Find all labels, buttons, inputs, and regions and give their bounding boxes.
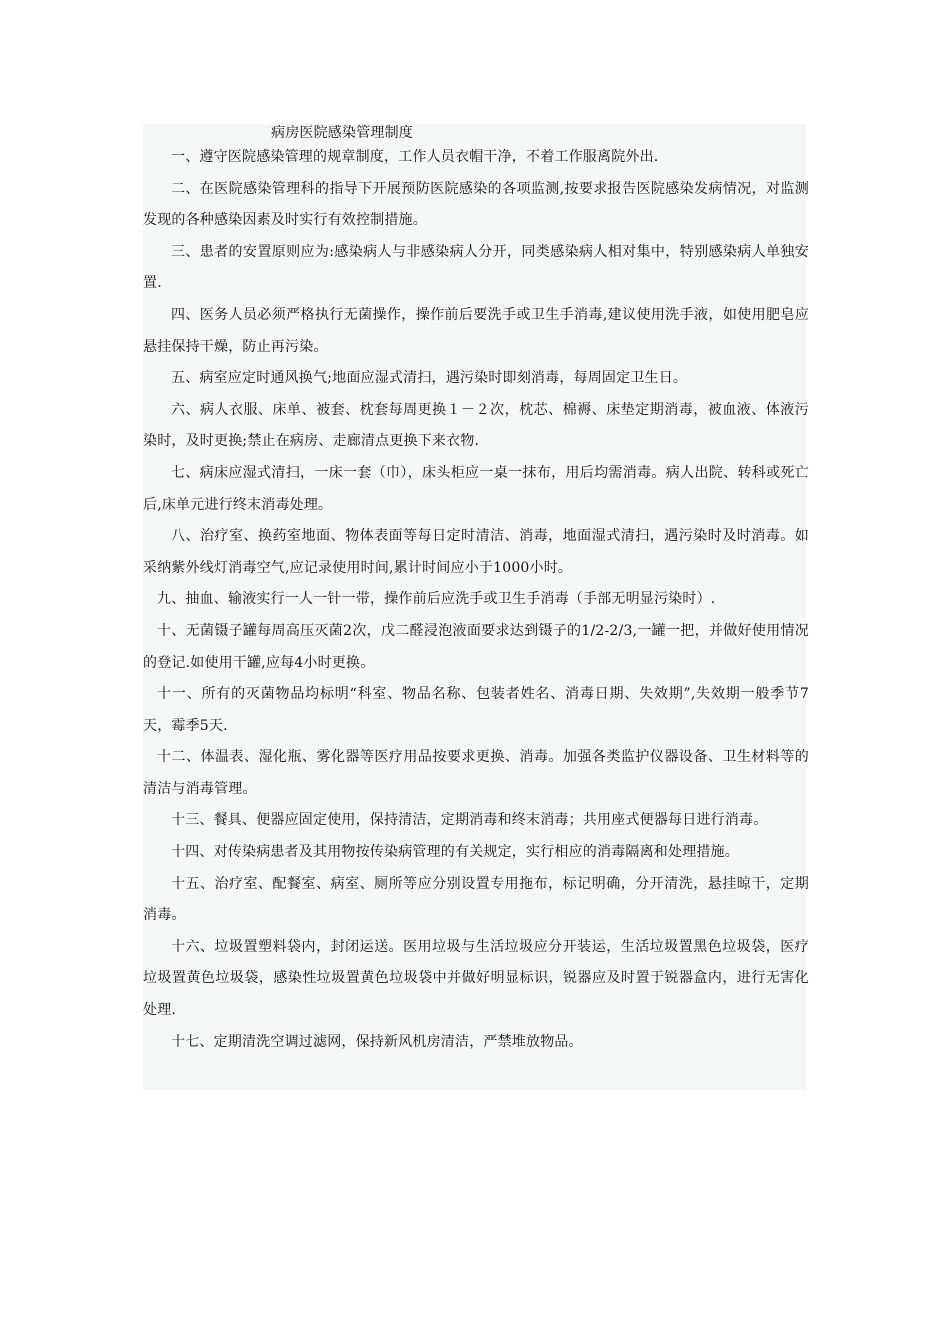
paragraph-17: 十七、定期清洗空调过滤网，保持新风机房清洁，严禁堆放物品。 — [171, 1033, 583, 1050]
paragraph-5: 五、病室应定时通风换气;地面应湿式清扫，遇污染时即刻消毒，每周固定卫生日。 — [171, 370, 688, 387]
paragraph-4: 四、医务人员必须严格执行无菌操作，操作前后要洗手或卫生手消毒,建议使用洗手液，如使用肥皂应悬挂保持干燥，防止再污染。 — [143, 306, 809, 355]
paragraph-11: 十一、所有的灭菌物品均标明“科室、物品名称、包装者姓名、消毒日期、失效期”,失效期一般季节7天，霉季5天. — [143, 686, 809, 734]
paragraph-12: 十二、体温表、湿化瓶、雾化器等医疗用品按要求更换、消毒。加强各类监护仪器设备、卫生材料等的清洁与消毒管理。 — [143, 749, 809, 797]
document-body — [143, 124, 809, 1058]
document-title: 病房医院感染管理制度 — [271, 125, 413, 141]
paragraph-16: 十六、垃圾置塑料袋内，封闭运送。医用垃圾与生活垃圾应分开装运，生活垃圾置黑色垃圾袋，医疗垃圾置黄色垃圾袋，感染性垃圾置黄色垃圾袋中并做好明显标识，锐器应及时置于锐器盒内，进行无害化处理. — [143, 938, 809, 1019]
paragraph-8: 八、治疗室、换药室地面、物体表面等每日定时清洁、消毒，地面湿式清扫，遇污染时及时消毒。如采纳紫外线灯消毒空气,应记录使用时间,累计时间应小于1000小时。 — [143, 528, 809, 576]
paragraph-9: 九、抽血、输液实行一人一针一带，操作前后应洗手或卫生手消毒（手部无明显污染时）. — [157, 591, 716, 608]
paragraph-3: 三、患者的安置原则应为:感染病人与非感染病人分开，同类感染病人相对集中，特别感染病人单独安置. — [143, 243, 809, 292]
paragraph-6: 六、病人衣服、床单、被套、枕套每周更换１－２次，枕芯、棉褥、床垫定期消毒，被血液、体液污染时，及时更换;禁止在病房、走廊清点更换下来衣物. — [143, 401, 809, 450]
paragraph-15: 十五、治疗室、配餐室、病室、厕所等应分别设置专用拖布，标记明确，分开清洗，悬挂晾干，定期消毒。 — [143, 875, 809, 924]
paragraph-14: 十四、对传染病患者及其用物按传染病管理的有关规定，实行相应的消毒隔离和处理措施。 — [171, 844, 739, 861]
paragraph-10: 十、无菌镊子罐每周高压灭菌2次，戊二醛浸泡液面要求达到镊子的1/2-2/3,一罐一把，并做好使用情况的登记.如使用干罐,应每4小时更换。 — [143, 622, 809, 671]
paragraph-7: 七、病床应湿式清扫，一床一套（巾），床头柜应一桌一抹布，用后均需消毒。病人出院、转科或死亡后,床单元进行终末消毒处理。 — [143, 464, 809, 513]
paragraph-2: 二、在医院感染管理科的指导下开展预防医院感染的各项监测,按要求报告医院感染发病情况，对监测发现的各种感染因素及时实行有效控制措施。 — [143, 180, 809, 229]
paragraph-13: 十三、餐具、便器应固定使用，保持清洁，定期消毒和终末消毒；共用座式便器每日进行消毒。 — [171, 812, 768, 829]
paragraph-1: 一、遵守医院感染管理的规章制度，工作人员衣帽干净，不着工作服离院外出. — [171, 149, 659, 165]
